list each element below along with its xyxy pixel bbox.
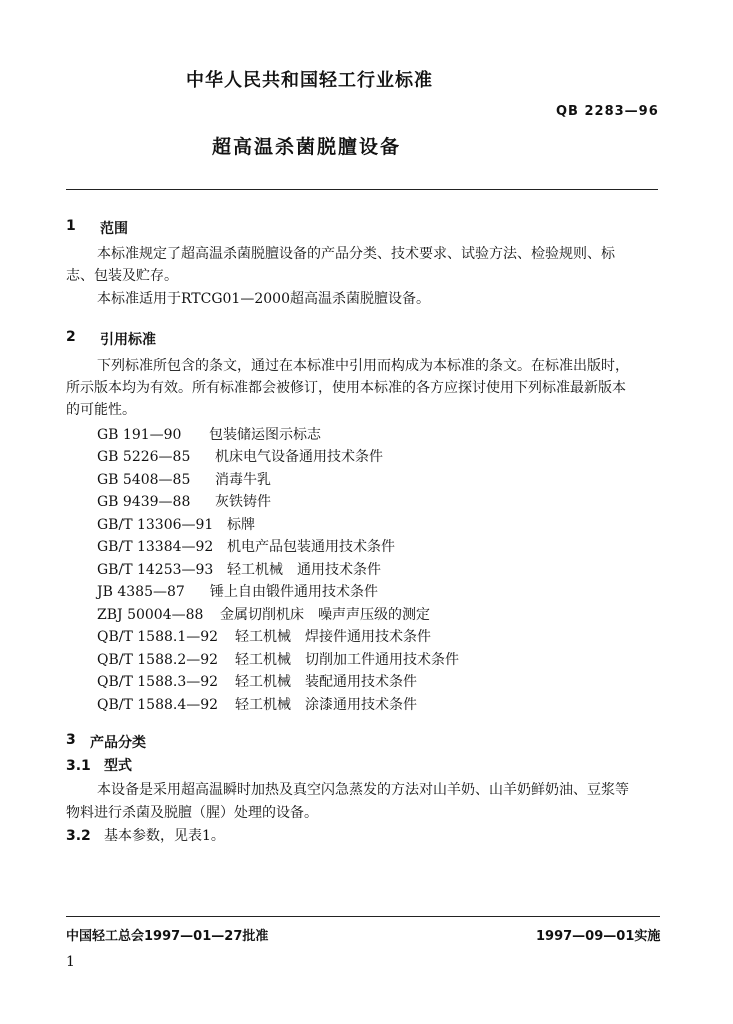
reference-list-item (97, 581, 378, 601)
document-title: 超高温杀菌脱膻设备 (212, 136, 402, 158)
reference-list-item (97, 424, 321, 444)
header-rule (66, 189, 658, 190)
section-2-number: 2 (66, 329, 76, 345)
footer-rule (66, 916, 660, 917)
reference-code: GB 5408—85 (97, 472, 191, 488)
reference-list-item (97, 649, 459, 669)
reference-title: 锤上自由锻件通用技术条件 (210, 584, 378, 600)
section-3-heading: 产品分类 (90, 735, 146, 751)
reference-list-item (97, 446, 383, 466)
subsection-3-2-number: 3.2 (66, 828, 91, 844)
reference-title: 轻工机械 涂漆通用技术条件 (235, 697, 417, 713)
reference-list-item (97, 491, 271, 511)
section-1-para-2: 本标准适用于RTCG01—2000超高温杀菌脱膻设备。 (97, 291, 430, 307)
reference-title: 机电产品包装通用技术条件 (227, 539, 395, 555)
section-1-para-1-line-2: 志、包装及贮存。 (66, 268, 178, 284)
reference-code: QB/T 1588.1—92 (97, 629, 219, 645)
subsection-3-2-text: 基本参数，见表1。 (104, 828, 225, 844)
section-1-heading: 范围 (100, 221, 128, 237)
reference-title: 包装储运图示标志 (209, 427, 321, 443)
reference-code: GB 9439—88 (97, 494, 191, 510)
section-2-intro-line-2: 所示版本均为有效。所有标准都会被修订，使用本标准的各方应探讨使用下列标准最新版本 (66, 380, 626, 396)
reference-title: 灰铁铸件 (215, 494, 271, 510)
reference-code: JB 4385—87 (97, 584, 185, 600)
implementation-date: 1997—09—01实施 (536, 929, 661, 944)
standard-number: QB 2283—96 (556, 104, 659, 119)
reference-title: 轻工机械 通用技术条件 (227, 562, 381, 578)
section-2-heading: 引用标准 (100, 332, 156, 348)
section-2-intro-line-1: 下列标准所包含的条文，通过在本标准中引用而构成为本标准的条文。在标准出版时， (97, 358, 629, 374)
section-1-number: 1 (66, 218, 76, 234)
reference-title: 轻工机械 切削加工件通用技术条件 (235, 652, 459, 668)
reference-list-item (97, 469, 271, 489)
reference-code: QB/T 1588.4—92 (97, 697, 219, 713)
reference-list-item (97, 694, 417, 714)
reference-code: GB/T 13384—92 (97, 539, 214, 555)
reference-title: 轻工机械 装配通用技术条件 (235, 674, 417, 690)
reference-title: 金属切削机床 噪声声压级的测定 (220, 607, 430, 623)
reference-list-item (97, 626, 431, 646)
reference-code: GB/T 13306—91 (97, 517, 214, 533)
reference-list-item (97, 604, 430, 624)
approval-line: 中国轻工总会1997—01—27批准 (66, 929, 269, 944)
reference-title: 轻工机械 焊接件通用技术条件 (235, 629, 431, 645)
reference-list-item (97, 514, 255, 534)
subsection-3-1-number: 3.1 (66, 758, 91, 774)
reference-title: 消毒牛乳 (215, 472, 271, 488)
reference-code: QB/T 1588.3—92 (97, 674, 219, 690)
reference-code: ZBJ 50004—88 (97, 607, 204, 623)
reference-title: 标牌 (227, 517, 255, 533)
subsection-3-1-line-2: 物料进行杀菌及脱膻（腥）处理的设备。 (66, 805, 318, 821)
section-2-intro-line-3: 的可能性。 (66, 402, 136, 418)
issuing-body-title: 中华人民共和国轻工行业标准 (186, 70, 433, 91)
reference-code: GB/T 14253—93 (97, 562, 214, 578)
reference-code: GB 5226—85 (97, 449, 191, 465)
reference-list-item (97, 559, 381, 579)
page-number: 1 (66, 954, 75, 970)
reference-code: GB 191—90 (97, 427, 182, 443)
subsection-3-1-line-1: 本设备是采用超高温瞬时加热及真空闪急蒸发的方法对山羊奶、山羊奶鲜奶油、豆浆等 (97, 782, 629, 798)
section-1-para-1-line-1: 本标准规定了超高温杀菌脱膻设备的产品分类、技术要求、试验方法、检验规则、标 (97, 246, 615, 262)
subsection-3-1-title: 型式 (104, 758, 132, 774)
reference-code: QB/T 1588.2—92 (97, 652, 219, 668)
section-3-number: 3 (66, 732, 76, 748)
reference-list-item (97, 671, 417, 691)
reference-list-item (97, 536, 395, 556)
reference-title: 机床电气设备通用技术条件 (215, 449, 383, 465)
